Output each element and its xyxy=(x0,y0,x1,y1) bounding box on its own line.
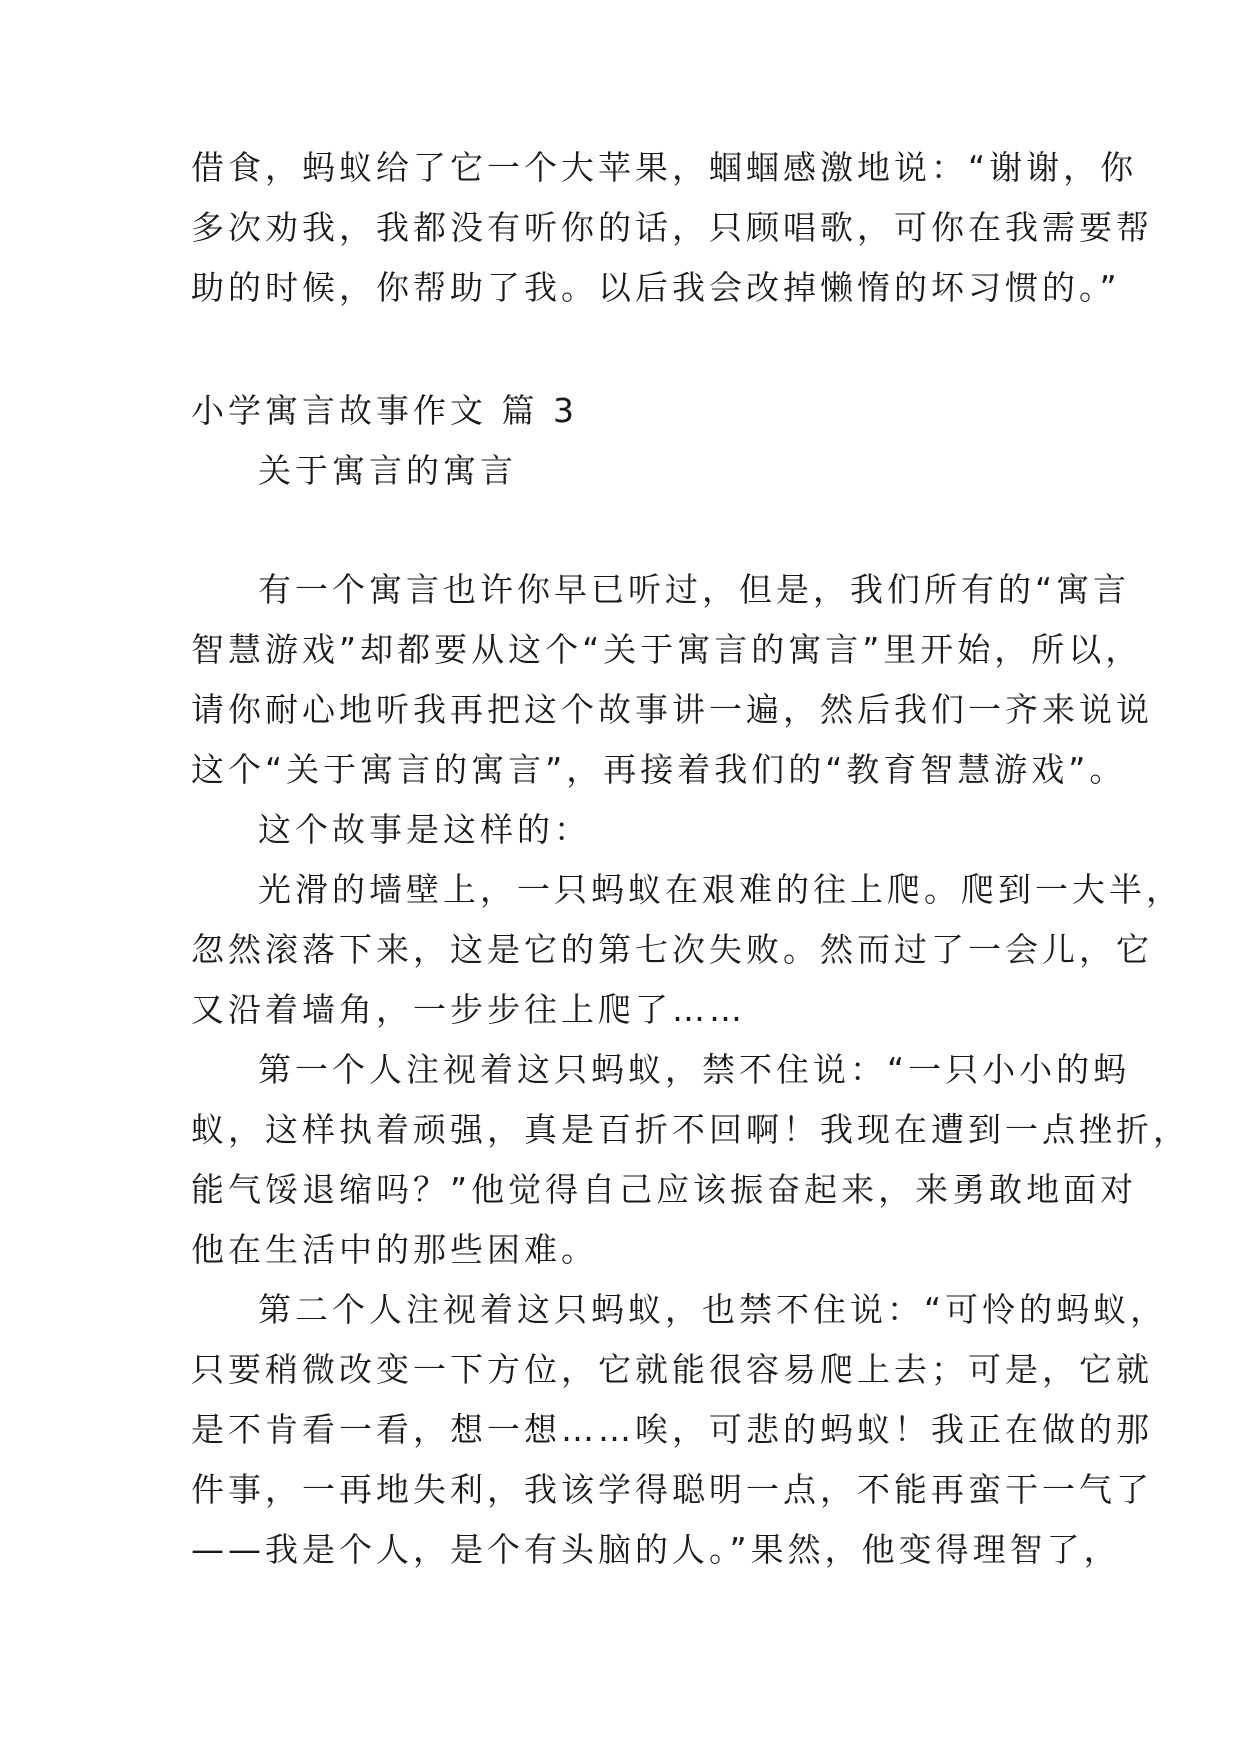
paragraph-line: 能气馁退缩吗？”他觉得自己应该振奋起来，来勇敢地面对 xyxy=(191,1170,1138,1209)
paragraph-line: 借食，蚂蚁给了它一个大苹果，蝈蝈感激地说：“谢谢，你 xyxy=(191,148,1138,187)
paragraph-line: 多次劝我，我都没有听你的话，只顾唱歌，可你在我需要帮 xyxy=(191,208,1153,247)
paragraph-line: 智慧游戏”却都要从这个“关于寓言的寓言”里开始，所以， xyxy=(191,630,1143,669)
paragraph-line: 第二个人注视着这只蚂蚁，也禁不住说：“可怜的蚂蚁， xyxy=(258,1290,1168,1329)
paragraph-line: 这个“关于寓言的寓言”，再接着我们的“教育智慧游戏”。 xyxy=(191,750,1127,789)
paragraph-line: 件事，一再地失利，我该学得聪明一点，不能再蛮干一气了 xyxy=(191,1470,1153,1509)
paragraph-line: 请你耐心地听我再把这个故事讲一遍，然后我们一齐来说说 xyxy=(191,690,1153,729)
paragraph-line: 忽然滚落下来，这是它的第七次失败。然而过了一会儿，它 xyxy=(191,930,1153,969)
paragraph-line: 蚁，这样执着顽强，真是百折不回啊！我现在遭到一点挫折， xyxy=(191,1110,1190,1149)
section-heading: 小学寓言故事作文 篇 3 xyxy=(191,391,578,430)
paragraph-line: 这个故事是这样的： xyxy=(258,810,591,849)
paragraph-line: 他在生活中的那些困难。 xyxy=(191,1230,598,1269)
story-title: 关于寓言的寓言 xyxy=(258,451,517,490)
paragraph-line: 只要稍微改变一下方位，它就能很容易爬上去；可是，它就 xyxy=(191,1350,1153,1389)
paragraph-line: 第一个人注视着这只蚂蚁，禁不住说：“一只小小的蚂 xyxy=(258,1050,1131,1089)
paragraph-line: ——我是个人，是个有头脑的人。”果然，他变得理智了， xyxy=(191,1530,1121,1569)
paragraph-line: 光滑的墙壁上，一只蚂蚁在艰难的往上爬。爬到一大半， xyxy=(258,870,1183,909)
paragraph-line: 助的时候，你帮助了我。以后我会改掉懒惰的坏习惯的。” xyxy=(191,268,1121,307)
paragraph-line: 又沿着墙角，一步步往上爬了…… xyxy=(191,990,746,1029)
paragraph-line: 有一个寓言也许你早已听过，但是，我们所有的“寓言 xyxy=(258,570,1131,609)
paragraph-line: 是不肯看一看，想一想……唉，可悲的蚂蚁！我正在做的那 xyxy=(191,1410,1153,1449)
